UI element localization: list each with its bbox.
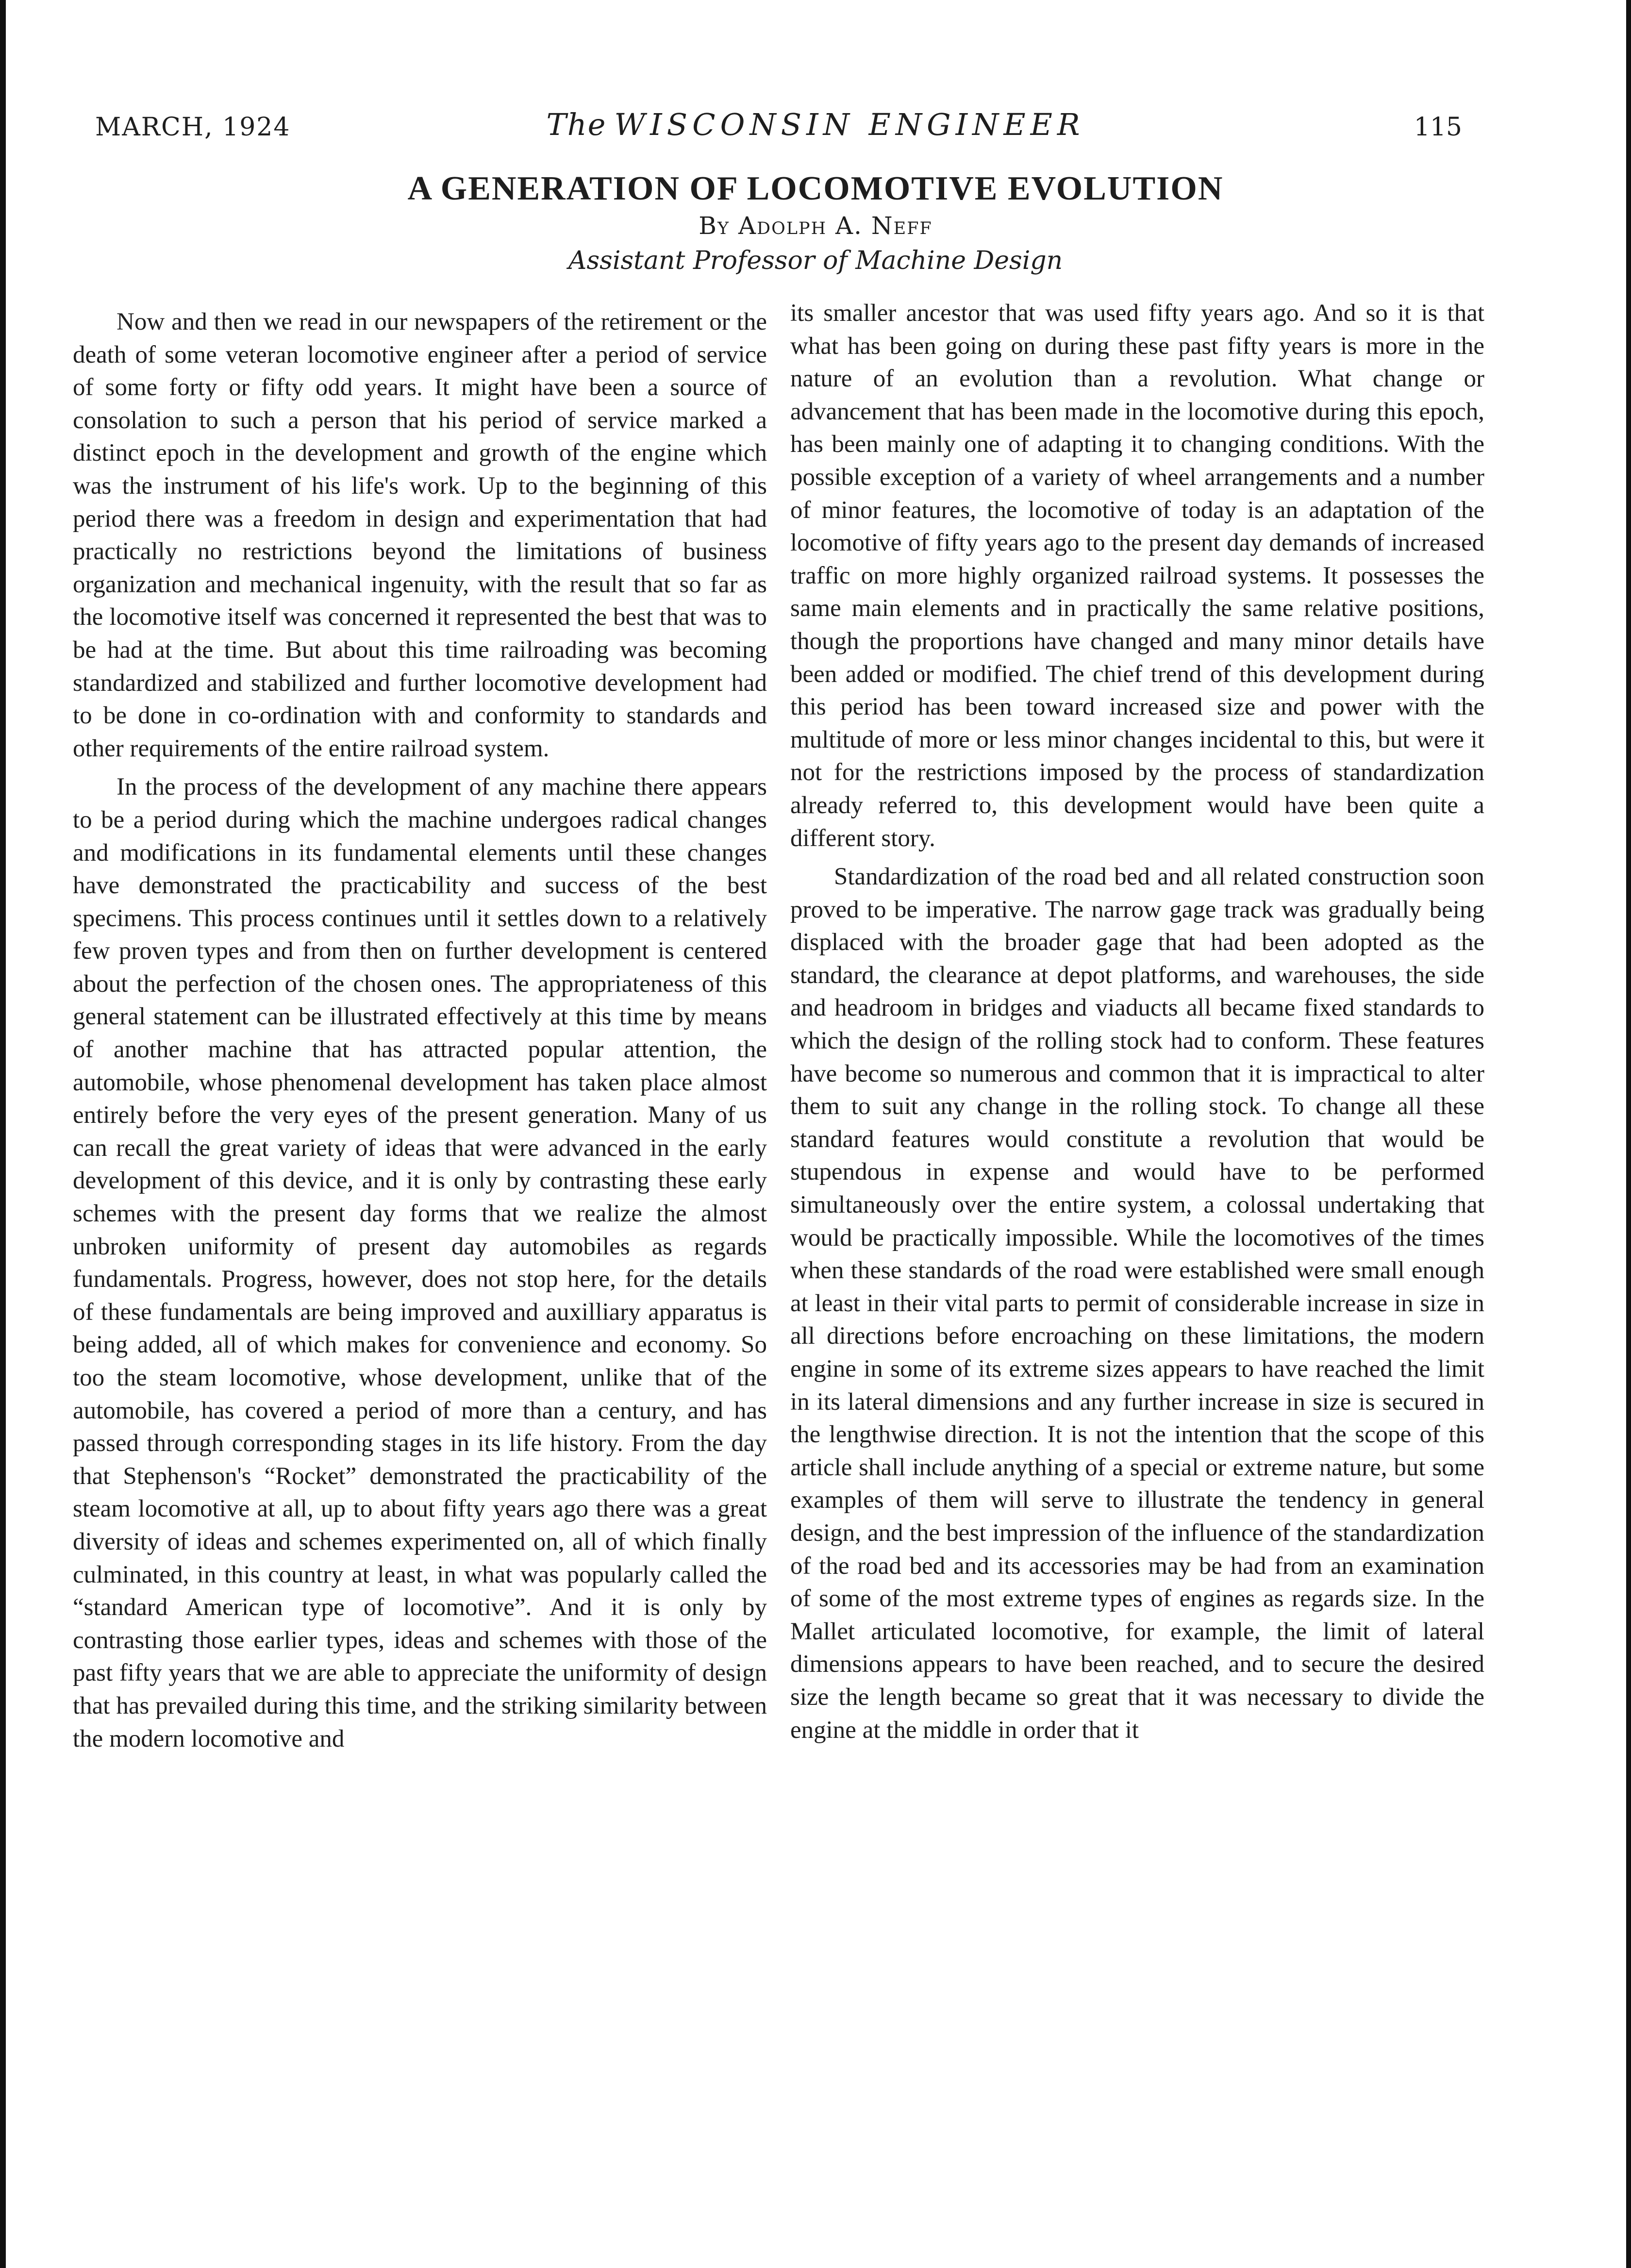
body-paragraph: Standardization of the road bed and all related construction soon proved to be imperative. The narrow gage track was gradually being displaced with the broader gage that had been adopted as the standard, the clearance at depot platforms, and warehouses, the side and headroom in bridges and viaducts all became fixed standards to which the design of the rolling stock had to conform. These features have become so numerous and common that it is impractical to alter them to suit any change in the rolling stock. To change all these standard features would constitute a revolution that would be stupendous in expense and would have to be performed simultaneously over the entire system, a colossal undertaking that would be practically impossible. While the locomotives of the times when these standards of the road were established were small enough at least in their vital parts to permit of considerable increase in size in all directions before encroaching on these limitations, the modern engine in some of its extreme sizes appears to have reached the limit in its lateral dimensions and any further increase in size is secured in the lengthwise direction. It is not the intention that the scope of this article shall include anything of a special or extreme nature, but some examples of them will serve to illustrate the tendency in general design, and the best impression of the influence of the standardization of the road bed and its accessories may be had from an examination of some of the most extreme types of engines as regards size. In the Mallet articulated locomotive, for example, the limit of lateral dimensions appears to have been reached, and to secure the desired size the length became so great that it was necessary to divide the engine at the middle in order that it	[790, 863, 1484, 1744]
article-byline: By Adolph A. Neff	[699, 212, 932, 240]
journal-title-prefix: The	[546, 107, 607, 142]
issue-date: MARCH, 1924	[95, 113, 291, 142]
journal-title-name: WISCONSIN ENGINEER	[614, 107, 1085, 142]
journal-title	[0, 107, 1631, 142]
article-header	[0, 168, 1631, 278]
page-number: 115	[1414, 113, 1462, 142]
article-body	[73, 297, 1510, 2118]
body-paragraph-continued: its smaller ancestor that was used fifty years ago. And so it is that what has been going on during these past fifty years is more in the nature of an evolution than a revolution. What change or advancement that has been made in the locomotive during this epoch, has been mainly one of adapting it to changing conditions. With the possible exception of a variety of wheel arrangements and a number of minor features, the locomotive of today is an adaptation of the locomotive of fifty years ago to the present day demands of increased traffic on more highly organized railroad systems. It possesses the same main elements and in practically the same relative positions, though the proportions have changed and many minor details have been added or modified. The chief trend of this development during this period has been toward increased size and power with the multitude of more or less minor changes incidental to this, but were it not for the restrictions imposed by the process of standardization already referred to, this development would have been quite a different story.	[790, 300, 1484, 852]
article-title: A GENERATION OF LOCOMOTIVE EVOLUTION	[407, 170, 1224, 207]
scan-edge-right	[1626, 0, 1631, 2268]
body-paragraph: Now and then we read in our newspapers of the retirement or the death of some veteran locomotive engineer after a period of service of some forty or fifty odd years. It might have been a source of consolation to such a person that his period of service marked a distinct epoch in the development and growth of the engine which was the instrument of his life's work. Up to the beginning of this period there was a freedom in design and experimentation that had practically no restrictions beyond the limitations of business organization and mechanical ingenuity, with the result that so far as the locomotive itself was concerned it represented the best that was to be had at the time. But about this time railroading was becoming standardized and stabilized and further locomotive development had to be done in co-ordination with and conformity to standards and other requirements of the entire railroad system.	[73, 308, 767, 762]
scan-edge-left	[0, 0, 6, 2268]
body-paragraph: In the process of the development of any machine there appears to be a period during which the machine undergoes radical changes and modifications in its fundamental elements until these changes have demonstrated the practicability and success of the best specimens. This process continues until it settles down to a relatively few proven types and from then on further development is centered about the perfection of the chosen ones. The appropriateness of this general statement can be illustrated effectively at this time by means of another machine that has attracted popular attention, the automobile, whose phenomenal development has taken place almost entirely before the very eyes of the present generation. Many of us can recall the great variety of ideas that were advanced in the early development of this device, and it is only by contrasting these early schemes with the present day forms that we realize the almost unbroken uniformity of present day automobiles as regards fundamentals. Progress, however, does not stop here, for the details of these fundamentals are being improved and auxilliary apparatus is being added, all of which makes for convenience and economy. So too the steam locomotive, whose development, unlike that of the automobile, has covered a period of more than a century, and has passed through corresponding stages in its life history. From the day that Stephenson's “Rocket” demonstrated the practicability of the steam locomotive at all, up to about fifty years ago there was a great diversity of ideas and schemes experimented on, all of which finally culminated, in this country at least, in what was popularly called the “standard American type of locomotive”. And it is only by contrasting those earlier types, ideas and schemes with those of the past fifty years that we are able to appreciate the uniformity of design that has prevailed during this time, and the striking similarity between the modern locomotive and	[73, 773, 767, 1752]
left-column	[73, 306, 767, 1755]
running-head	[0, 103, 1631, 147]
author-affiliation: Assistant Professor of Machine Design	[568, 246, 1063, 275]
right-column	[790, 297, 1484, 1747]
